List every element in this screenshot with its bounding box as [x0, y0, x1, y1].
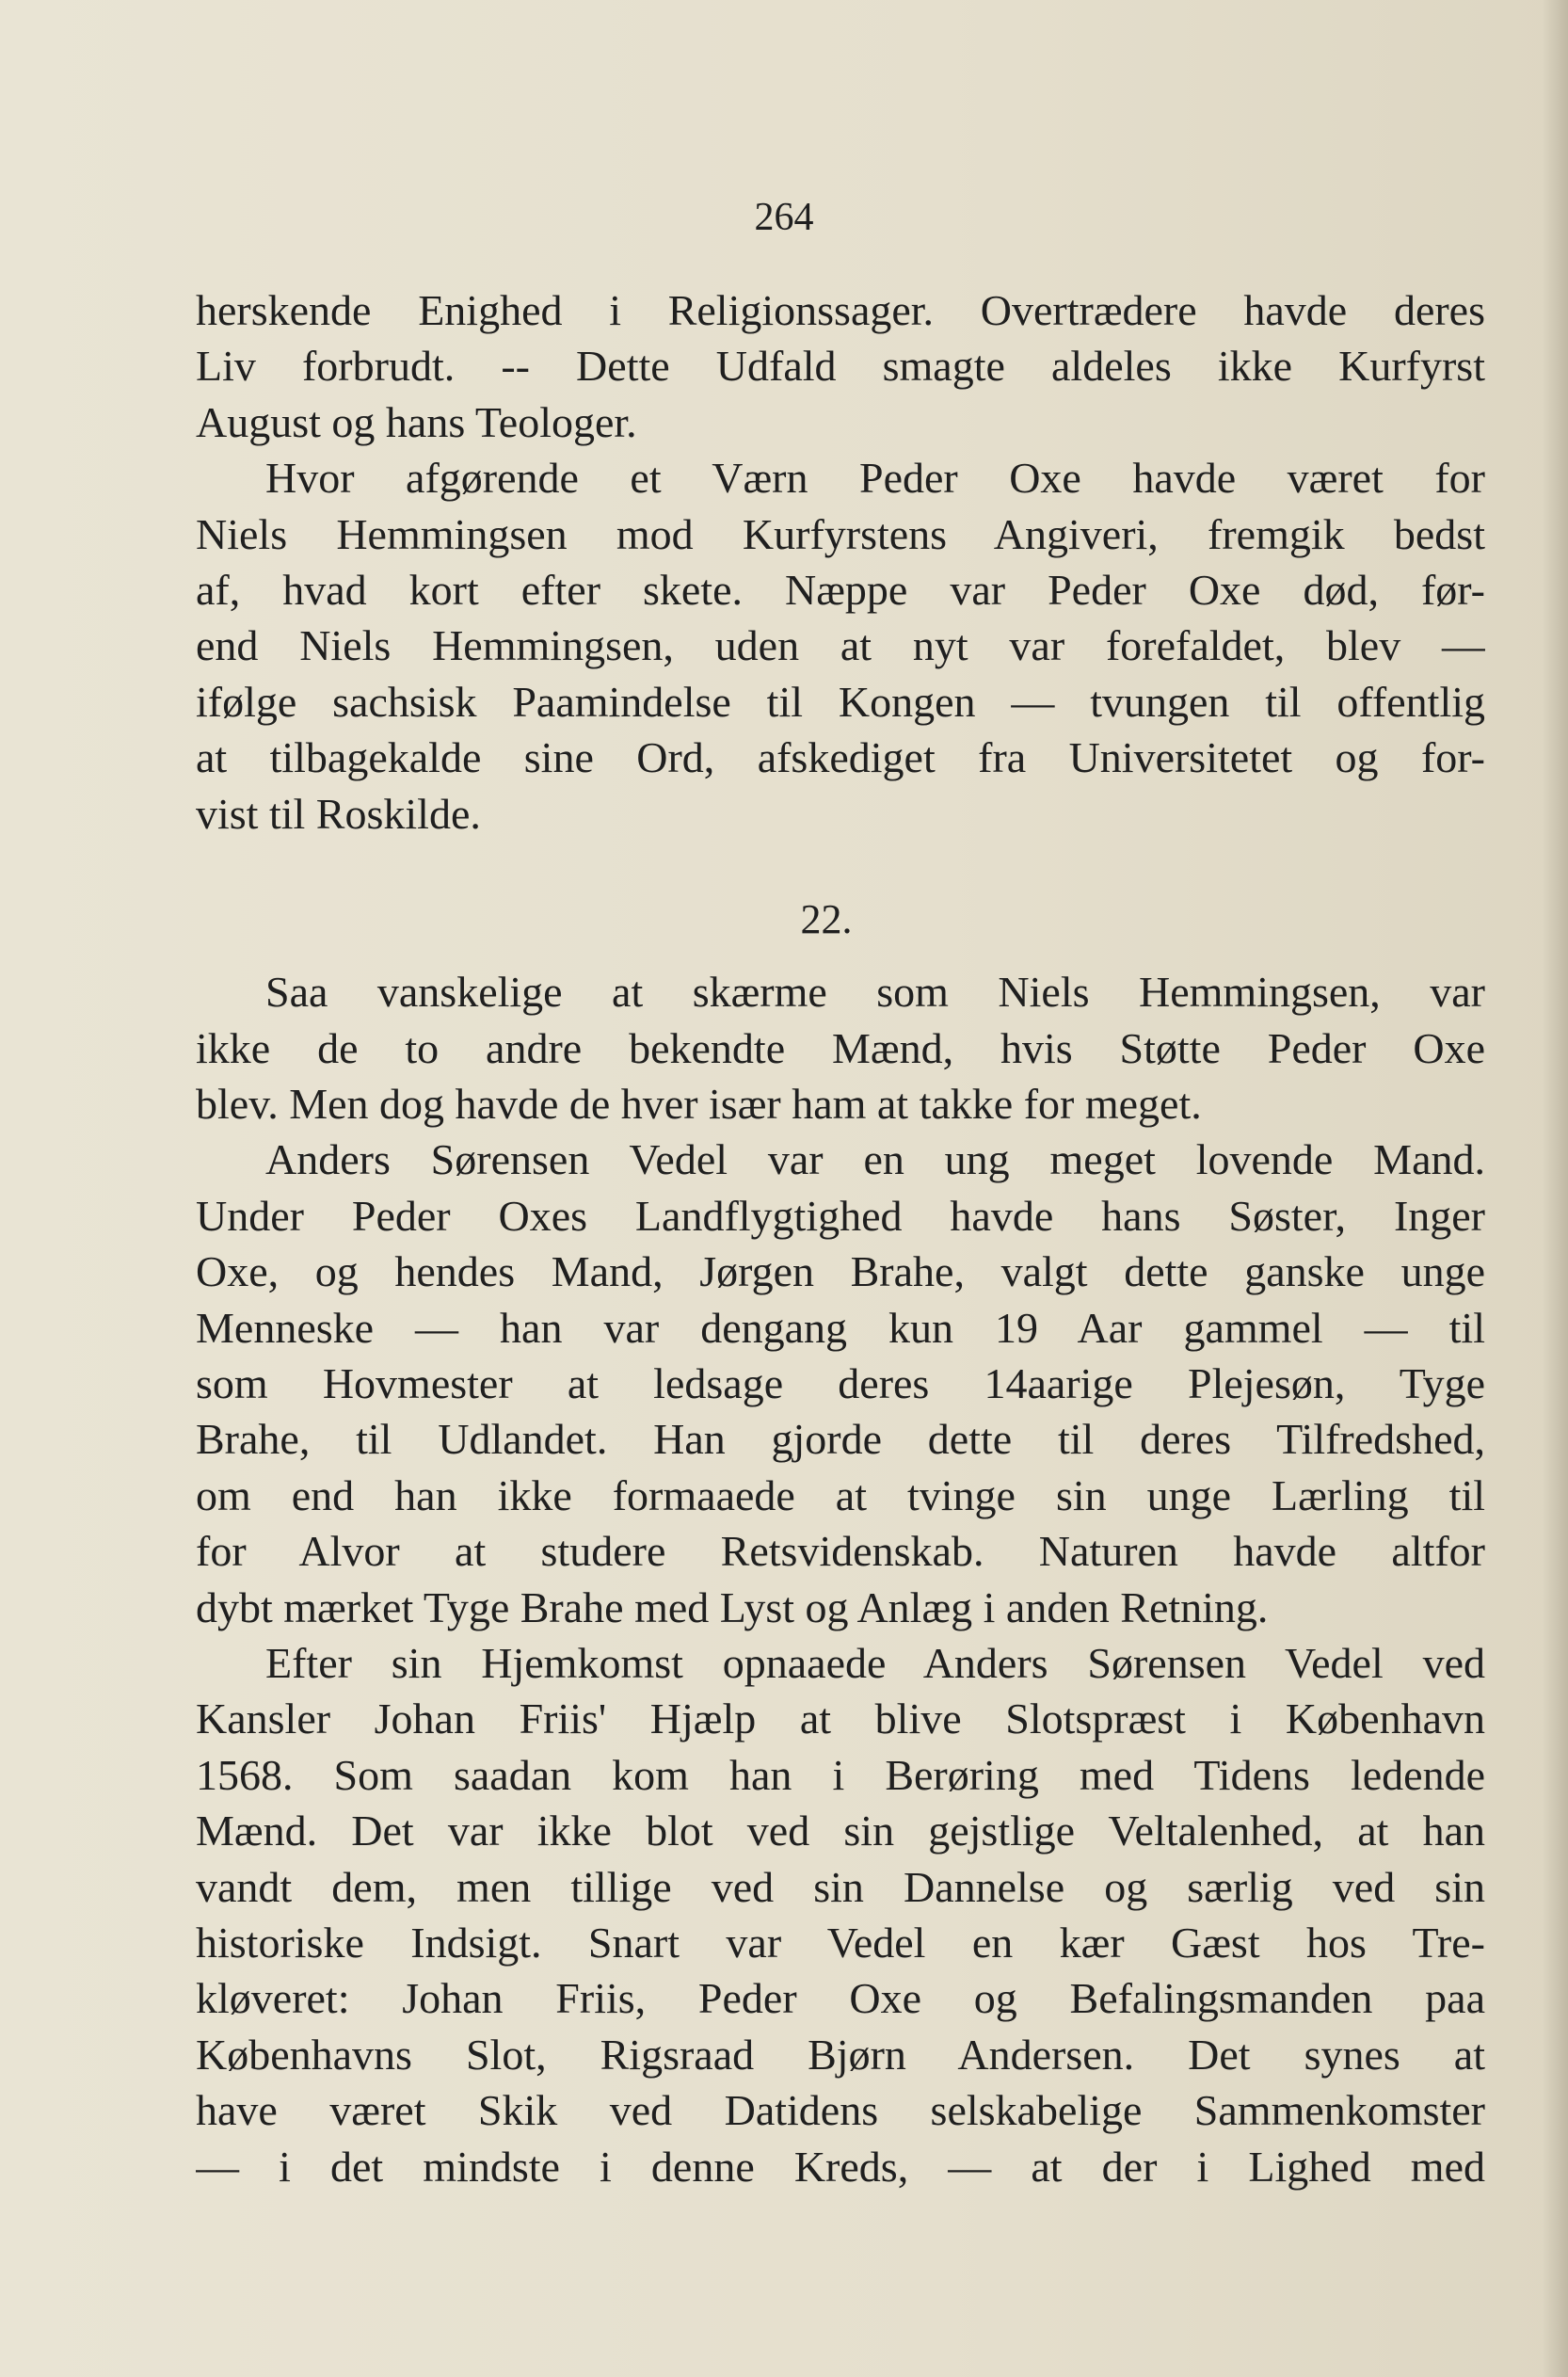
text-line: som Hovmester at ledsage deres 14aarige Plejesøn, Tyge — [196, 1359, 1485, 1408]
text-line: Hvor afgørende et Værn Peder Oxe havde været for — [265, 454, 1485, 503]
text-line: vandt dem, men tillige ved sin Dannelse og særlig ved sin — [196, 1862, 1485, 1911]
paragraph — [196, 964, 1485, 1132]
section-heading: 22. — [800, 895, 853, 942]
paragraph — [196, 1635, 1485, 2194]
text-line: ikke de to andre bekendte Mænd, hvis Støtte Peder Oxe — [196, 1023, 1485, 1072]
text-line: for Alvor at studere Retsvidenskab. Naturen havde altfor — [196, 1527, 1485, 1576]
text-line: Niels Hemmingsen mod Kurfyrstens Angiveri, fremgik bedst — [196, 509, 1485, 558]
text-line: August og hans Teologer. — [196, 397, 637, 446]
text-line: blev. Men dog havde de hver især ham at takke for meget. — [196, 1080, 1202, 1129]
text-line: Anders Sørensen Vedel var en ung meget lovende Mand. — [265, 1135, 1485, 1184]
text-line: Liv forbrudt. -- Dette Udfald smagte aldeles ikke Kurfyrst — [196, 342, 1485, 391]
text-line: herskende Enighed i Religionssager. Overtrædere havde deres — [196, 286, 1485, 334]
text-line: Menneske — han var dengang kun 19 Aar gammel — til — [196, 1303, 1485, 1352]
text-line: — i det mindste i denne Kreds, — at der i Lighed med — [196, 2142, 1485, 2191]
text-line: Københavns Slot, Rigsraad Bjørn Andersen. Det synes at — [196, 2030, 1485, 2079]
text-line: Mænd. Det var ikke blot ved sin gejstlige Veltalenhed, at han — [196, 1807, 1485, 1855]
text-line: Kansler Johan Friis' Hjælp at blive Slotspræst i København — [196, 1694, 1485, 1743]
paragraph — [196, 1132, 1485, 1635]
text-line: dybt mærket Tyge Brahe med Lyst og Anlæg i anden Retning. — [196, 1582, 1269, 1631]
text-line: have været Skik ved Datidens selskabelige Sammenkomster — [196, 2086, 1485, 2135]
body-text — [196, 282, 1485, 2194]
paragraph — [196, 450, 1485, 842]
text-line: kløveret: Johan Friis, Peder Oxe og Befalingsmanden paa — [196, 1974, 1485, 2023]
text-line: historiske Indsigt. Snart var Vedel en kær Gæst hos Tre- — [196, 1918, 1485, 1967]
text-line: at tilbagekalde sine Ord, afskediget fra Universitetet og for- — [196, 733, 1485, 782]
text-line: Efter sin Hjemkomst opnaaede Anders Sørensen Vedel ved — [265, 1638, 1485, 1687]
paragraph — [196, 282, 1485, 450]
text-line: ifølge sachsisk Paamindelse til Kongen — tvungen til offentlig — [196, 677, 1485, 726]
text-line: 1568. Som saadan kom han i Berøring med Tidens ledende — [196, 1750, 1485, 1799]
text-line: Brahe, til Udlandet. Han gjorde dette til deres Tilfredshed, — [196, 1415, 1485, 1464]
page-number: 264 — [754, 196, 814, 239]
text-line: Saa vanskelige at skærme som Niels Hemmingsen, var — [265, 968, 1485, 1017]
text-line: end Niels Hemmingsen, uden at nyt var forefaldet, blev — — [196, 621, 1485, 670]
page-edge-shadow — [1542, 0, 1568, 2377]
text-line: af, hvad kort efter skete. Næppe var Peder Oxe død, før- — [196, 565, 1485, 614]
text-line: om end han ikke formaaede at tvinge sin unge Lærling til — [196, 1470, 1485, 1519]
text-line: Oxe, og hendes Mand, Jørgen Brahe, valgt dette ganske unge — [196, 1247, 1485, 1296]
text-line: vist til Roskilde. — [196, 789, 481, 838]
text-line: Under Peder Oxes Landflygtighed havde hans Søster, Inger — [196, 1191, 1485, 1240]
